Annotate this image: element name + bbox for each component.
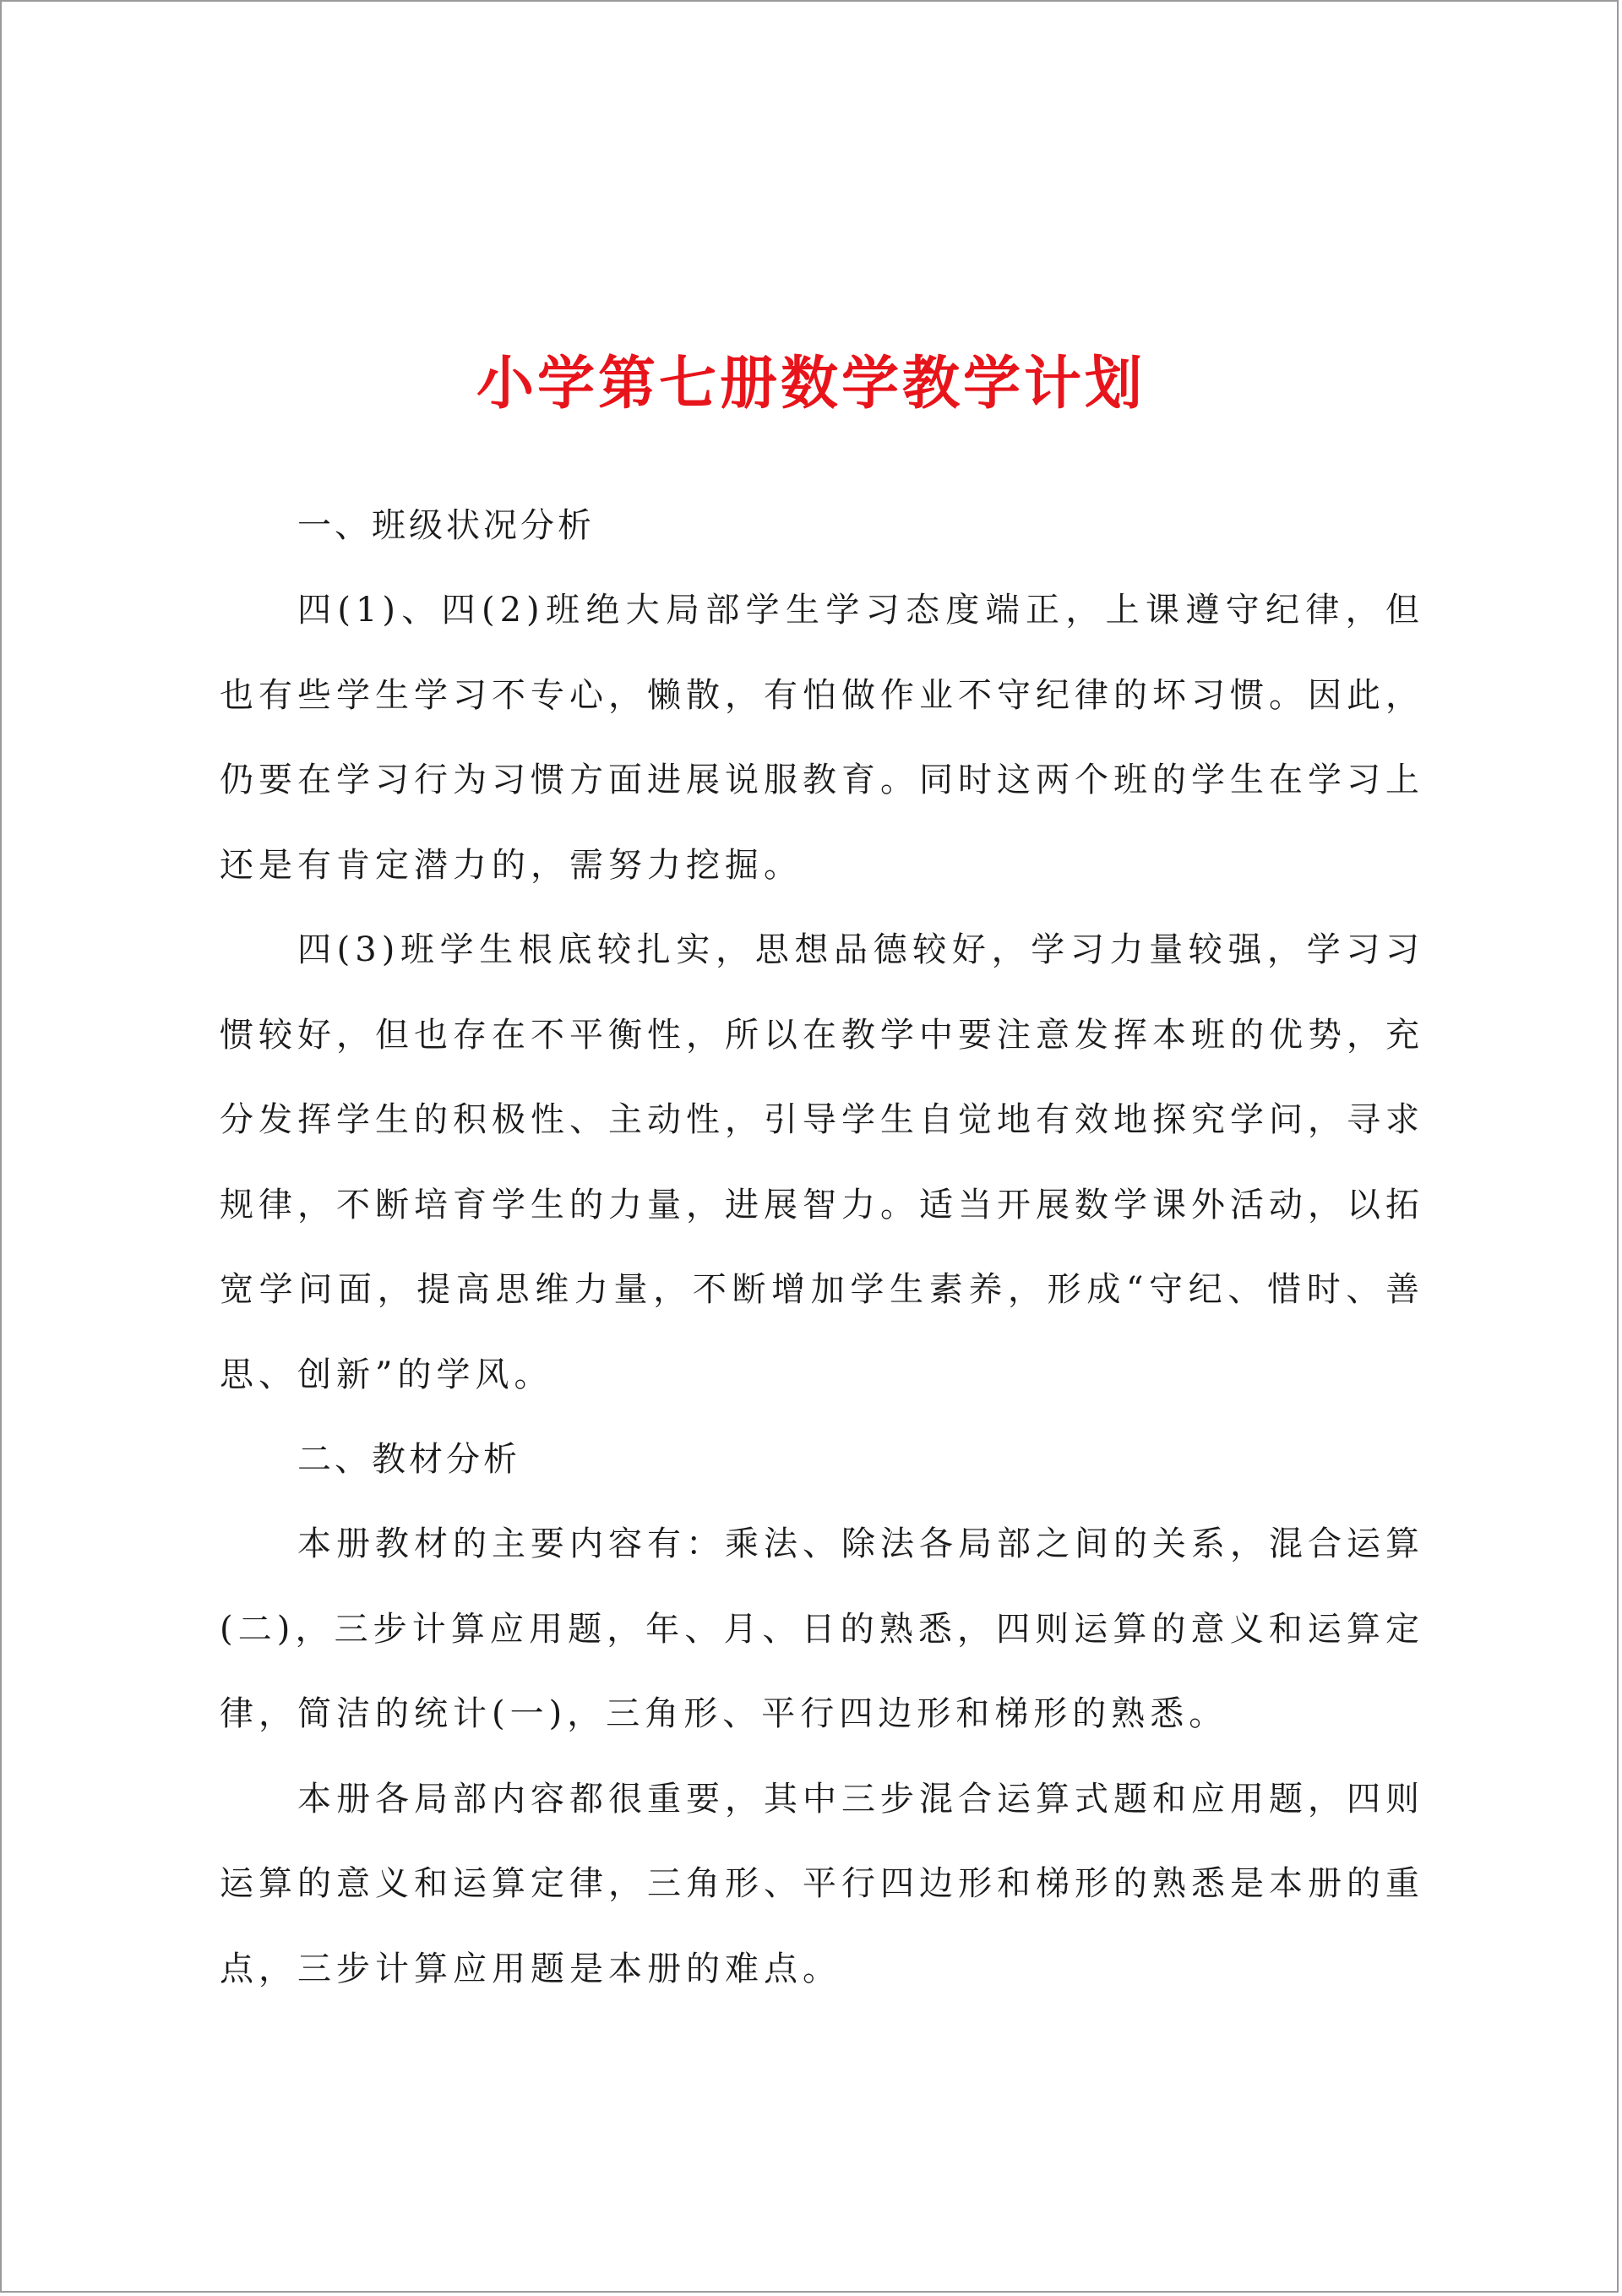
section-heading-textbook-analysis: 二、教材分析 xyxy=(297,1440,520,1479)
paragraph-textbook-analysis-1: 本册教材的主要内容有：乘法、除法各局部之间的关系，混合运算(二)，三步计算应用题，年、月、日的熟悉，四则运算的意义和运算定律，简洁的统计(一)，三角形、平行四边形和梯形的熟悉。 xyxy=(220,1524,1424,1733)
section-heading-class-analysis: 一、班级状况分析 xyxy=(297,506,595,545)
paragraph-class-analysis-1: 四(1)、四(2)班绝大局部学生学习态度端正，上课遵守纪律，但也有些学生学习不专心，懒散，有怕做作业不守纪律的坏习惯。因此，仍要在学习行为习惯方面进展说服教育。同时这两个班的学生在学习上还是有肯定潜力的，需努力挖掘。 xyxy=(220,591,1424,885)
paragraph-class-analysis-2: 四(3)班学生根底较扎实，思想品德较好，学习力量较强，学习习惯较好，但也存在不平衡性，所以在教学中要注意发挥本班的优势，充分发挥学生的积极性、主动性，引导学生自觉地有效地探究学问，寻求规律，不断培育学生的力量，进展智力。适当开展数学课外活动，以拓宽学问面，提高思维力量，不断增加学生素养，形成“守纪、惜时、善思、创新”的学风。 xyxy=(220,930,1424,1394)
document-title: 小学第七册数学教学计划 xyxy=(476,350,1146,417)
document-body xyxy=(220,483,1424,2011)
paragraph-textbook-analysis-2: 本册各局部内容都很重要，其中三步混合运算式题和应用题，四则运算的意义和运算定律，三角形、平行四边形和梯形的熟悉是本册的重点，三步计算应用题是本册的难点。 xyxy=(220,1779,1424,1988)
